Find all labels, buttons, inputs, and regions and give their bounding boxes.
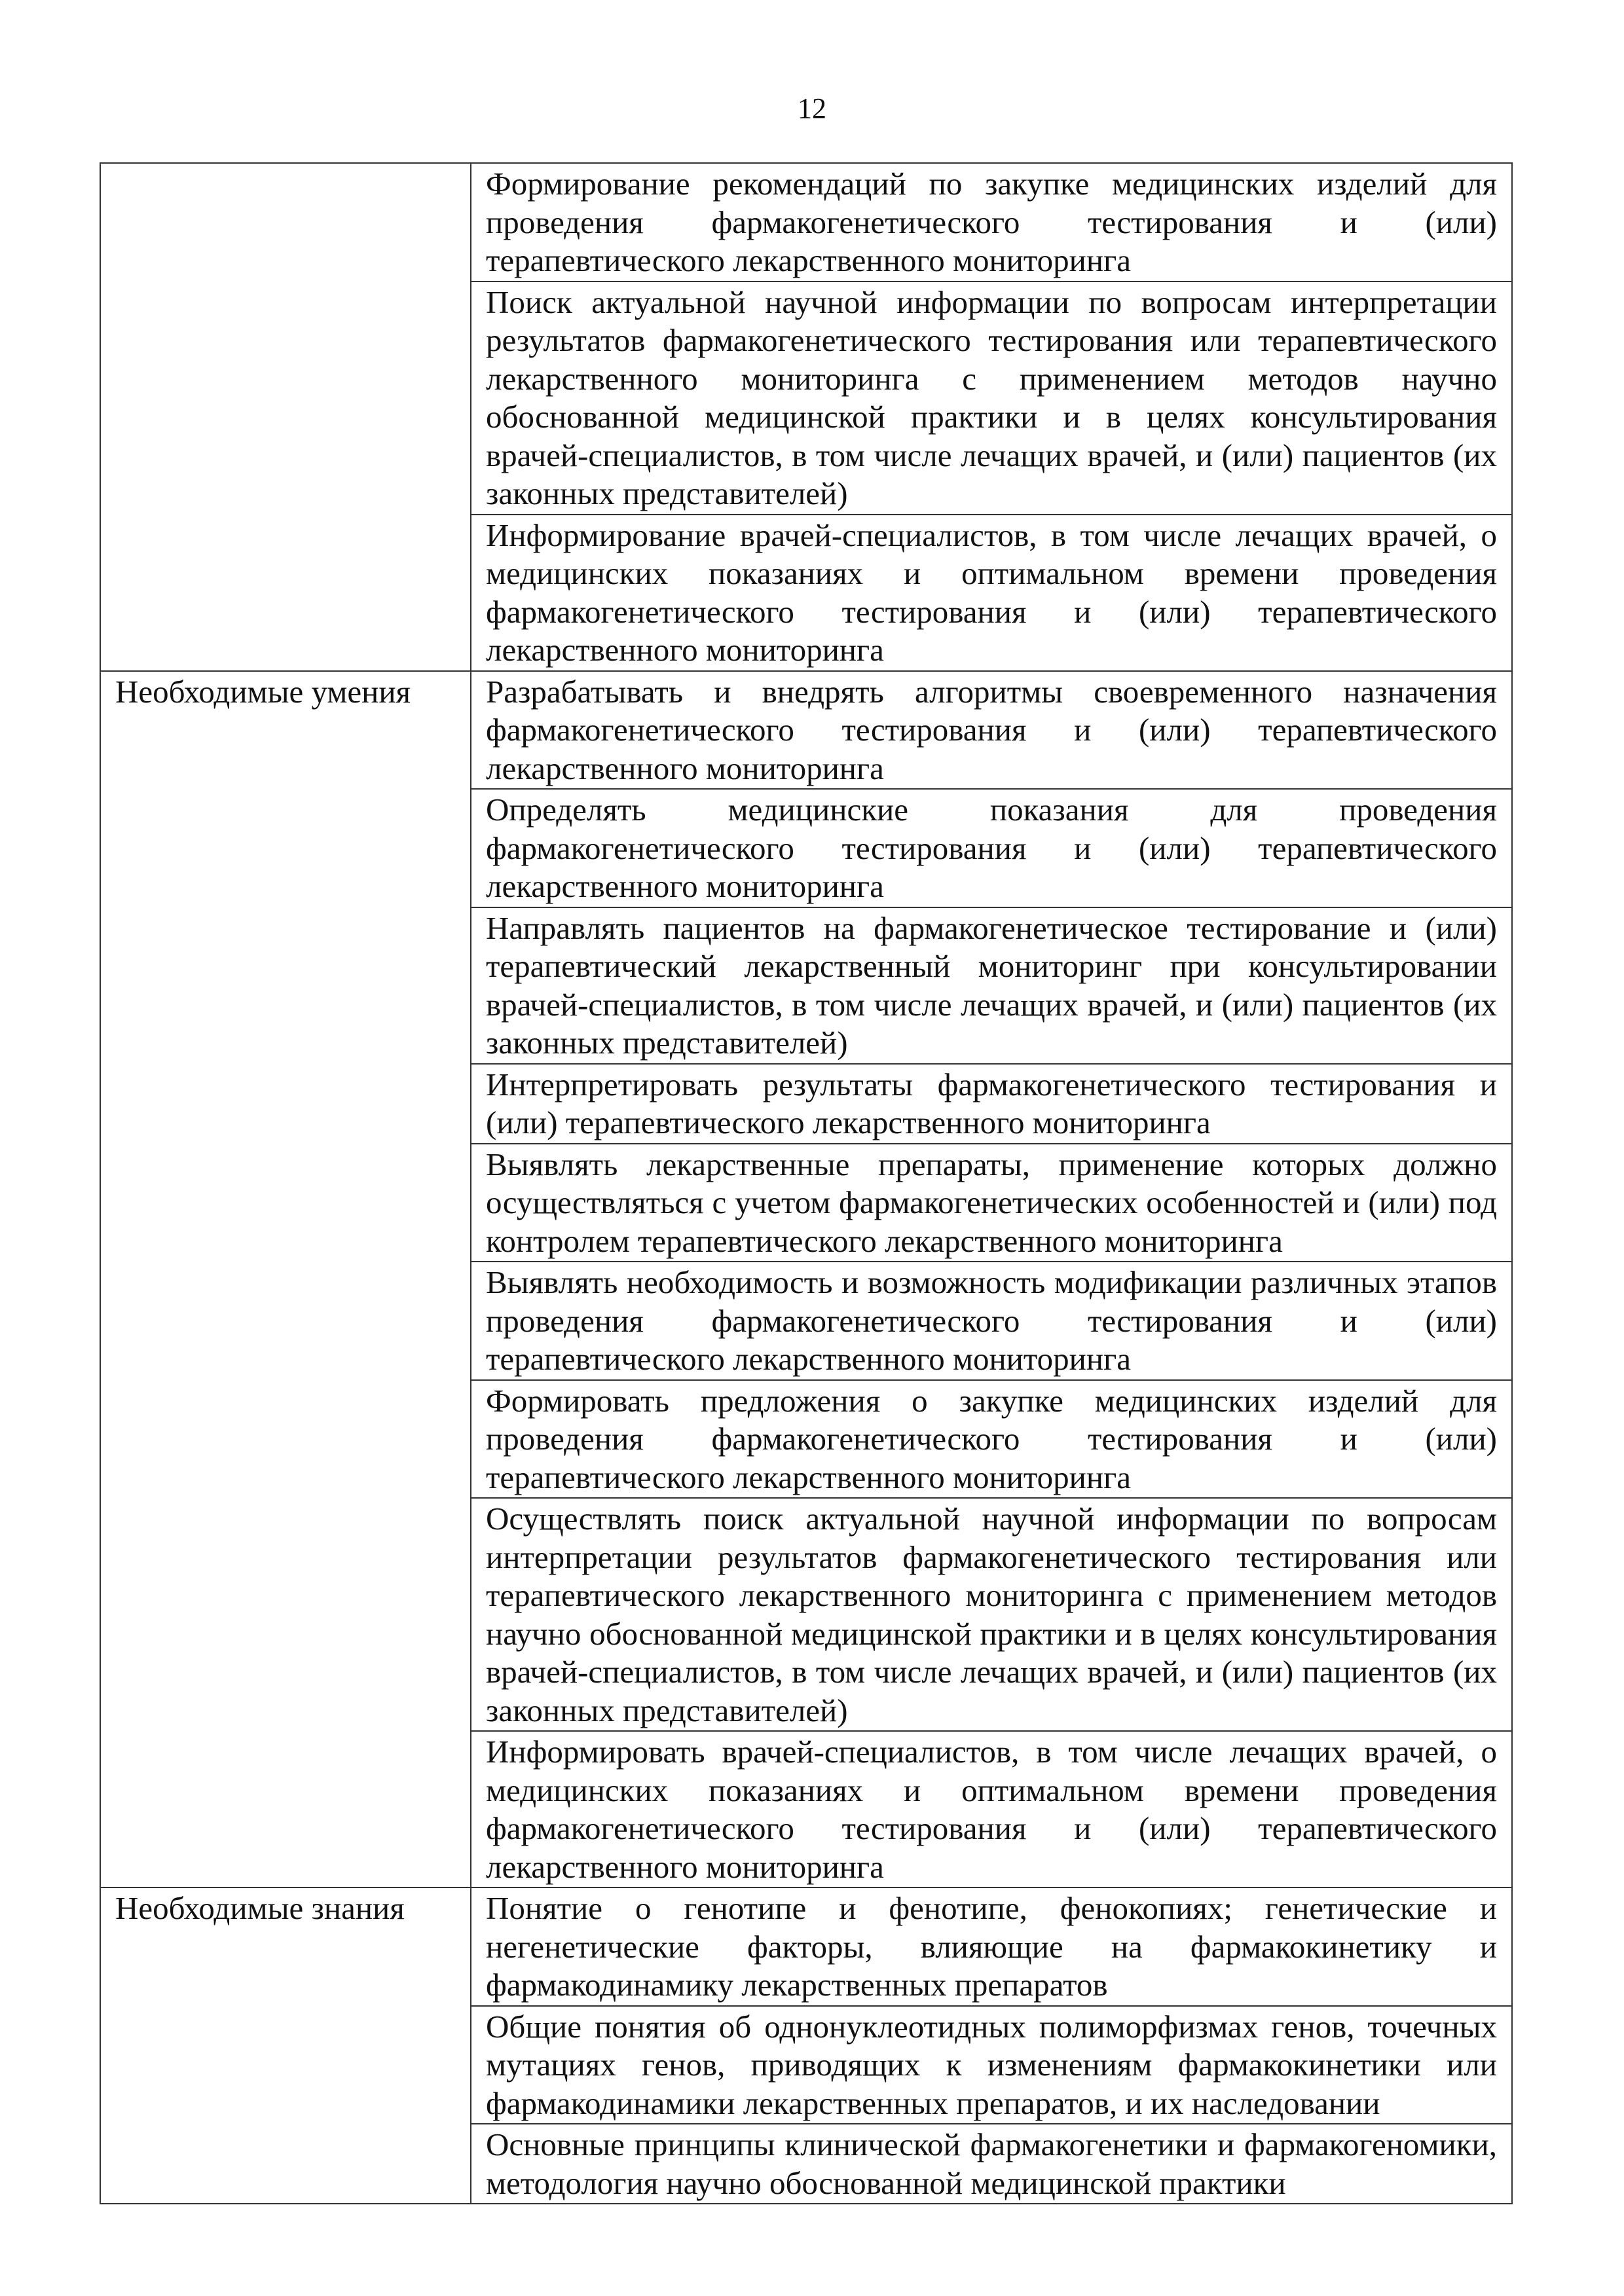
row-text: Основные принципы клинической фармакогенетики и фармакогеномики, методология научно обоснованной медицинской практики	[471, 2124, 1512, 2204]
table-row	[100, 163, 1512, 282]
row-label	[100, 515, 471, 671]
table-row	[100, 515, 1512, 671]
table-row	[100, 671, 1512, 790]
content-table	[100, 162, 1513, 2204]
row-text: Общие понятия об однонуклеотидных полиморфизмах генов, точечных мутациях генов, приводящих к изменениям фармакокинетики или фармакодинамики лекарственных препаратов, и их наследовании	[471, 2006, 1512, 2124]
row-text: Разрабатывать и внедрять алгоритмы своевременного назначения фармакогенетического тестирования и (или) терапевтического лекарственного мониторинга	[471, 671, 1512, 790]
table-row	[100, 1064, 1512, 1144]
table-row	[100, 1887, 1512, 2006]
row-text: Информирование врачей-специалистов, в том числе лечащих врачей, о медицинских показаниях и оптимальном времени проведения фармакогенетического тестирования и (или) терапевтического лекарственного мониторинга	[471, 515, 1512, 671]
row-text: Выявлять необходимость и возможность модификации различных этапов проведения фармакогенетического тестирования и (или) терапевтического лекарственного мониторинга	[471, 1262, 1512, 1380]
row-label	[100, 1064, 471, 1144]
row-label	[100, 1498, 471, 1731]
table-row	[100, 1731, 1512, 1887]
row-text: Формировать предложения о закупке медицинских изделий для проведения фармакогенетического тестирования и (или) терапевтического лекарственного мониторинга	[471, 1380, 1512, 1499]
row-text: Формирование рекомендаций по закупке медицинских изделий для проведения фармакогенетического тестирования и (или) терапевтического лекарственного мониторинга	[471, 163, 1512, 282]
row-text: Понятие о генотипе и фенотипе, фенокопиях; генетические и негенетические факторы, влияющие на фармакокинетику и фармакодинамику лекарственных препаратов	[471, 1887, 1512, 2006]
row-label	[100, 2006, 471, 2124]
row-label	[100, 163, 471, 282]
row-text: Информировать врачей-специалистов, в том числе лечащих врачей, о медицинских показаниях и оптимальном времени проведения фармакогенетического тестирования и (или) терапевтического лекарственного мониторинга	[471, 1731, 1512, 1887]
row-label	[100, 1380, 471, 1499]
table-row	[100, 2124, 1512, 2204]
row-label	[100, 789, 471, 907]
table-row	[100, 282, 1512, 515]
row-label	[100, 2124, 471, 2204]
row-text: Направлять пациентов на фармакогенетическое тестирование и (или) терапевтический лекарственный мониторинг при консультировании врачей-специалистов, в том числе лечащих врачей, и (или) пациентов (их законных представителей)	[471, 907, 1512, 1064]
table-row	[100, 1144, 1512, 1262]
row-label	[100, 282, 471, 515]
table-row	[100, 1380, 1512, 1499]
table-row	[100, 1262, 1512, 1380]
row-label	[100, 1262, 471, 1380]
table-row	[100, 1498, 1512, 1731]
row-text: Определять медицинские показания для проведения фармакогенетического тестирования и (или) терапевтического лекарственного мониторинга	[471, 789, 1512, 907]
row-label	[100, 1144, 471, 1262]
row-text: Выявлять лекарственные препараты, применение которых должно осуществляться с учетом фармакогенетических особенностей и (или) под контролем терапевтического лекарственного мониторинга	[471, 1144, 1512, 1262]
row-text: Осуществлять поиск актуальной научной информации по вопросам интерпретации результатов фармакогенетического тестирования или терапевтического лекарственного мониторинга с применением методов научно обоснованной медицинской практики и в целях консультирования врачей-специалистов, в том числе лечащих врачей, и (или) пациентов (их законных представителей)	[471, 1498, 1512, 1731]
section-label-knowledge: Необходимые знания	[100, 1887, 471, 2006]
row-text: Интерпретировать результаты фармакогенетического тестирования и (или) терапевтического лекарственного мониторинга	[471, 1064, 1512, 1144]
row-label	[100, 1731, 471, 1887]
table-row	[100, 2006, 1512, 2124]
table-row	[100, 907, 1512, 1064]
page-number: 12	[798, 92, 826, 124]
section-label-skills: Необходимые умения	[100, 671, 471, 790]
table-row	[100, 789, 1512, 907]
row-text: Поиск актуальной научной информации по вопросам интерпретации результатов фармакогенетического тестирования или терапевтического лекарственного мониторинга с применением методов научно обоснованной медицинской практики и в целях консультирования врачей-специалистов, в том числе лечащих врачей, и (или) пациентов (их законных представителей)	[471, 282, 1512, 515]
row-label	[100, 907, 471, 1064]
